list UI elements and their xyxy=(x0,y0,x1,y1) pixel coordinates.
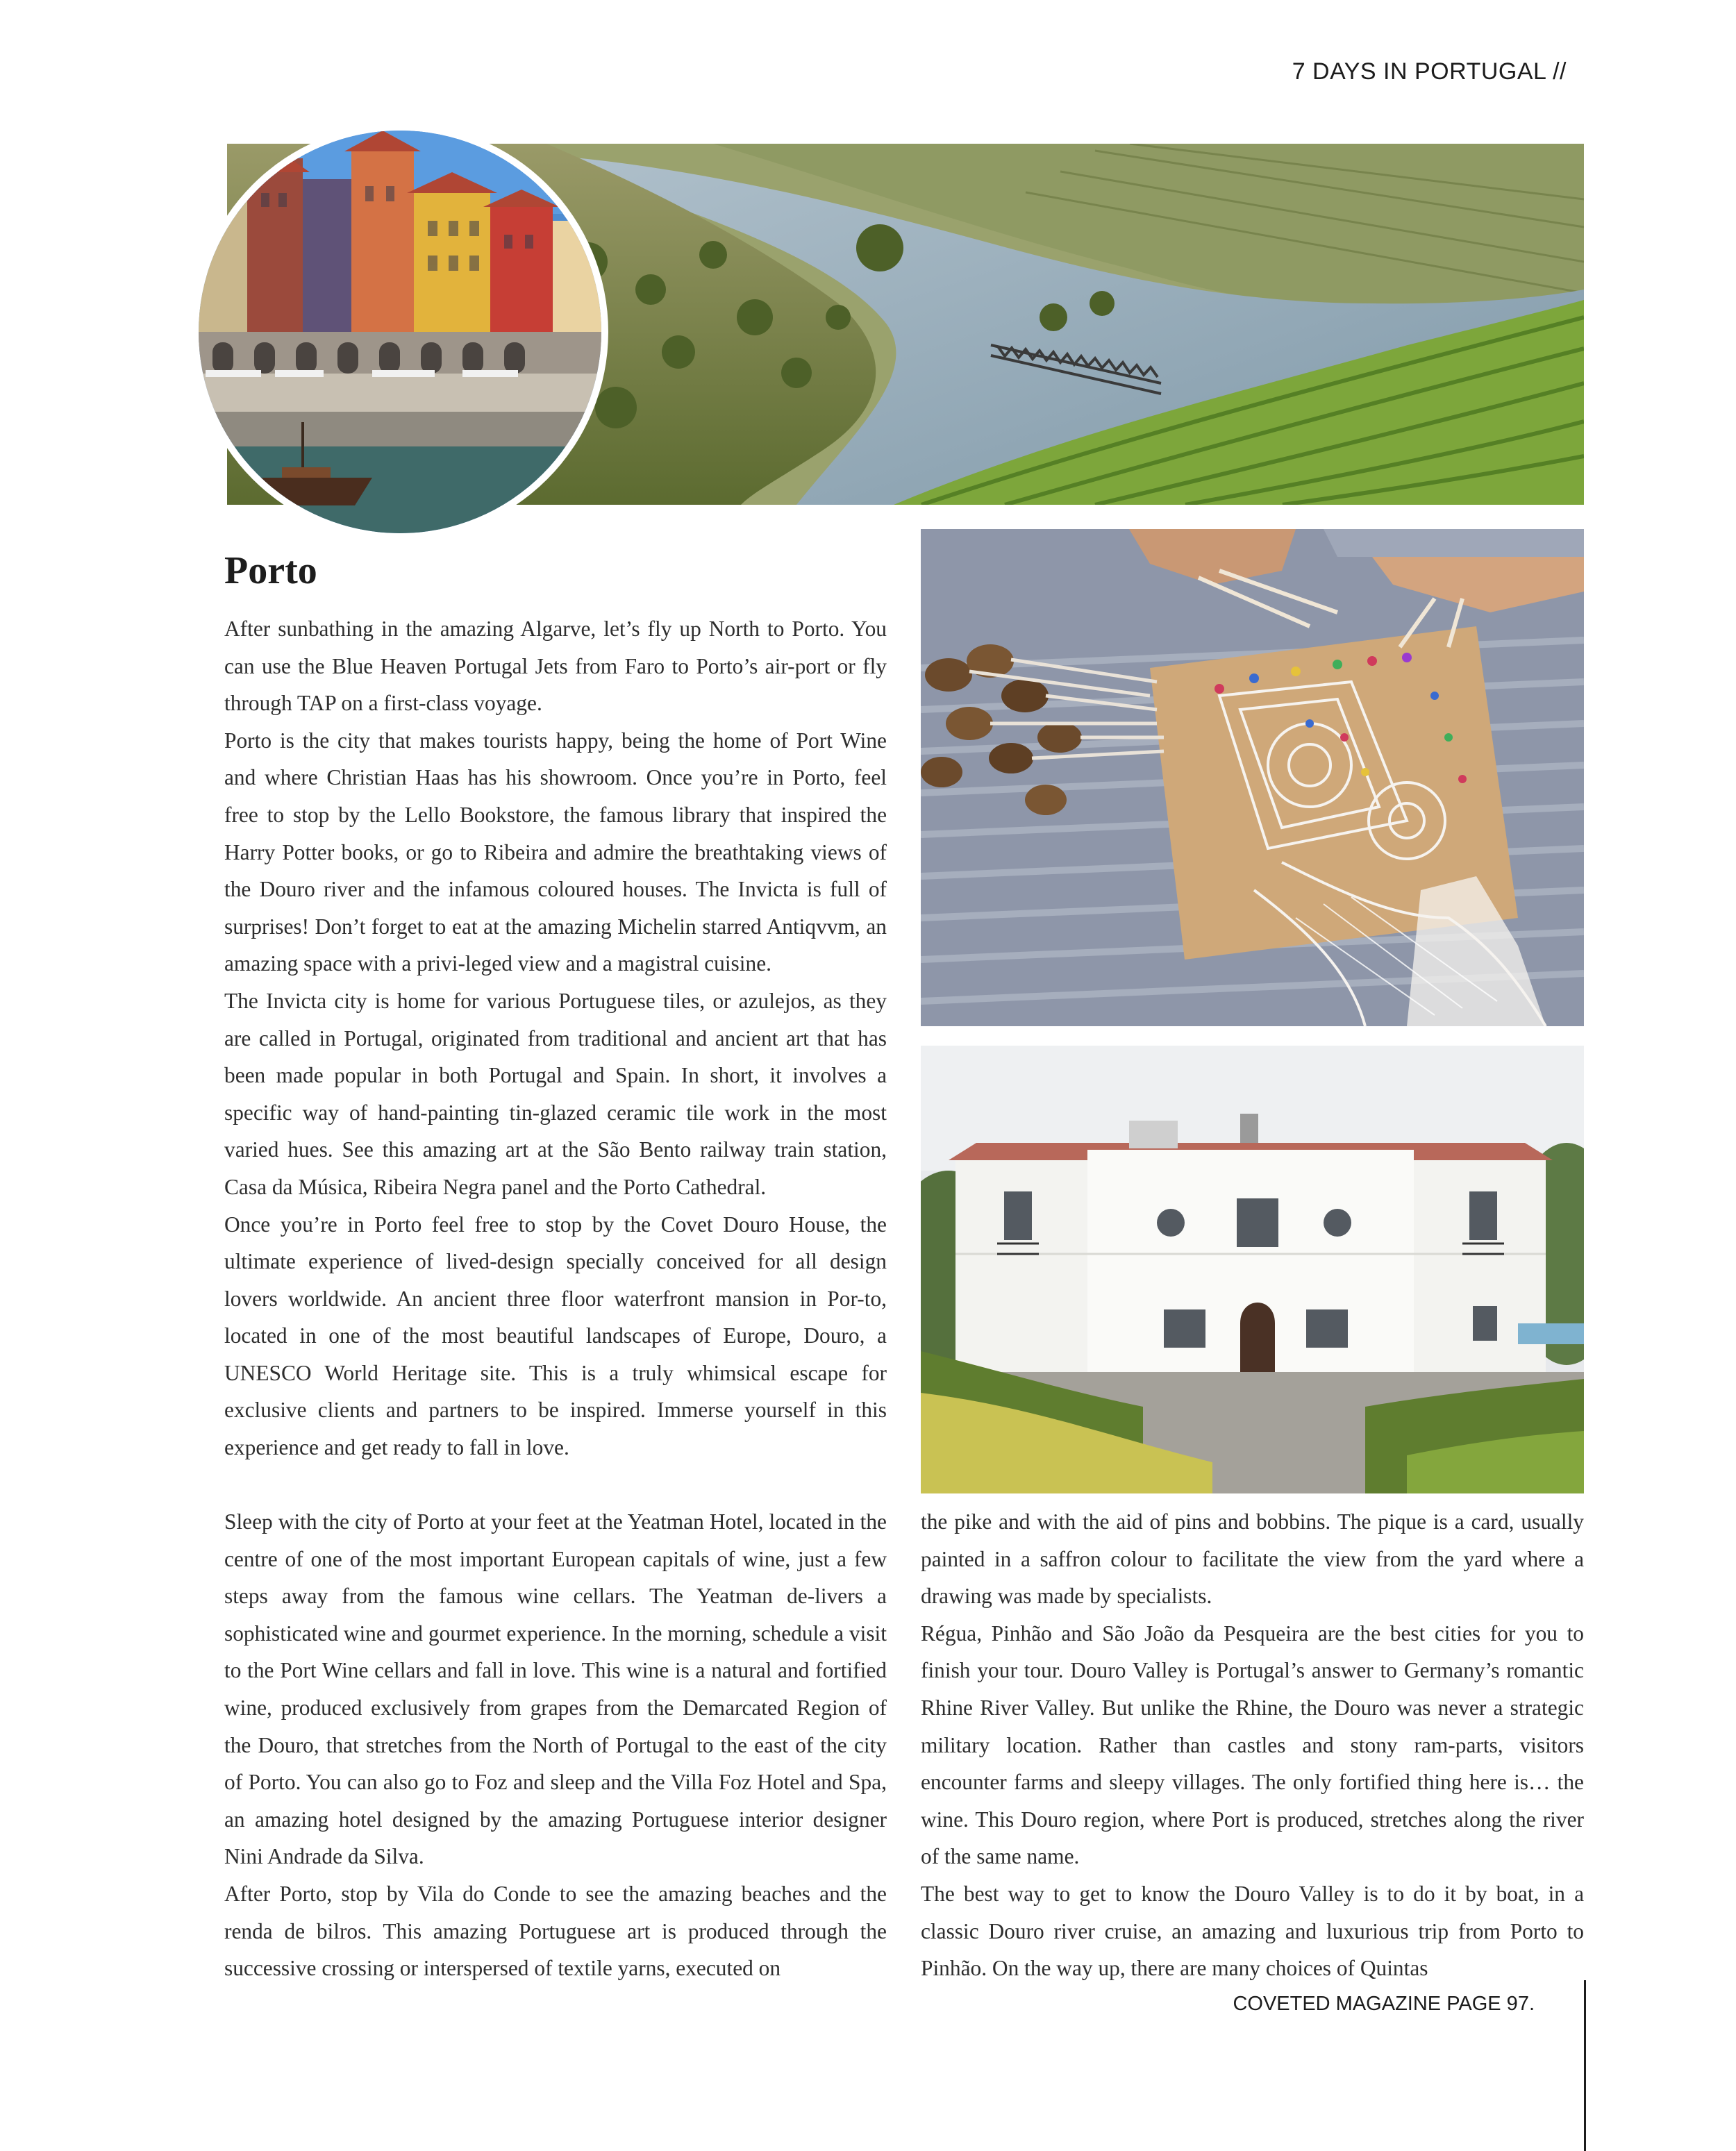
article-paragraph: Régua, Pinhão and São João da Pesqueira are the best cities for you to finish your tour. Douro Valley is Portugal’s answer to Germany’s romantic Rhine River Valley. But unlike the Rhine, the Douro was never a strategic military location. Rather than castles and stony ram-parts, visitors encounter farms and sleepy villages. The only fortified thing here is… the wine. This Douro region, where Port is produced, stretches along the river of the same name. xyxy=(921,1621,1584,1869)
article-paragraph: The best way to get to know the Douro Valley is to do it by boat, in a classic Douro river cruise, an amazing and luxurious trip from Porto to Pinhão. On the way up, there are many choices of Quintas xyxy=(921,1881,1584,1981)
article-paragraph: After sunbathing in the amazing Algarve, let’s fly up North to Porto. You can use the Blue Heaven Portugal Jets from Faro to Porto’s air-port or fly through TAP on a first-class voyage. xyxy=(224,617,887,716)
section-label: 7 DAYS IN PORTUGAL // xyxy=(1292,58,1567,85)
article-heading: Porto xyxy=(224,549,317,592)
article-paragraph: The Invicta city is home for various Portuguese tiles, or azulejos, as they are called in Portugal, originated from traditional and ancient art that has been made popular in both Portugal and Spain. In short, it involves a specific way of hand-painting tin-glazed ceramic tile work in the most varied hues. See this amazing art at the São Bento railway train station, Casa da Música, Ribeira Negra panel and the Porto Cathedral. xyxy=(224,988,887,1199)
article-column-left-top xyxy=(224,610,887,1466)
douro-house-photo xyxy=(921,1046,1584,1493)
ribeira-porto-circle-photo xyxy=(192,124,608,540)
article-column-left-bottom xyxy=(224,1503,887,1987)
article-paragraph: the pike and with the aid of pins and bobbins. The pique is a card, usually painted in a saffron colour to facilitate the view from the yard where a drawing was made by specialists. xyxy=(921,1509,1584,1609)
article-column-right xyxy=(921,1503,1584,1987)
article-paragraph: Sleep with the city of Porto at your feet at the Yeatman Hotel, located in the centre of one of the most important European capitals of wine, just a few steps away from the famous wine cellars. The Yeatman de-livers a sophisticated wine and gourmet experience. In the morning, schedule a visit to the Port Wine cellars and fall in love. This wine is a natural and fortified wine, produced exclusively from grapes from the Demarcated Region of the Douro, that stretches from the North of Portugal to the east of the city of Porto. You can also go to Foz and sleep and the Villa Foz Hotel and Spa, an amazing hotel designed by the amazing Portuguese interior designer Nini Andrade da Silva. xyxy=(224,1509,887,1869)
article-paragraph: Porto is the city that makes tourists happy, being the home of Port Wine and where Christian Haas has his showroom. Once you’re in Porto, feel free to stop by the Lello Bookstore, the famous library that inspired the Harry Potter books, or go to Ribeira and admire the breathtaking views of the Douro river and the infamous coloured houses. The Invicta is full of surprises! Don’t forget to eat at the amazing Michelin starred Antiqvvm, an amazing space with a privi-leged view and a magistral cuisine. xyxy=(224,728,887,976)
footer-divider xyxy=(1584,1980,1586,2151)
bobbin-lace-photo xyxy=(921,529,1584,1026)
article-paragraph: After Porto, stop by Vila do Conde to see the amazing beaches and the renda de bilros. This amazing Portuguese art is produced through the successive crossing or interspersed of textile yarns, executed on xyxy=(224,1881,887,1981)
article-paragraph: Once you’re in Porto feel free to stop by the Covet Douro House, the ultimate experience of lived-design specially conceived for all design lovers worldwide. An ancient three floor waterfront mansion in Por-to, located in one of the most beautiful landscapes of Europe, Douro, a UNESCO World Heritage site. This is a truly whimsical escape for exclusive clients and partners to be inspired. Immerse yourself in this experience and get ready to fall in love. xyxy=(224,1212,887,1460)
page-number-label: COVETED MAGAZINE PAGE 97. xyxy=(1233,1993,1535,2015)
